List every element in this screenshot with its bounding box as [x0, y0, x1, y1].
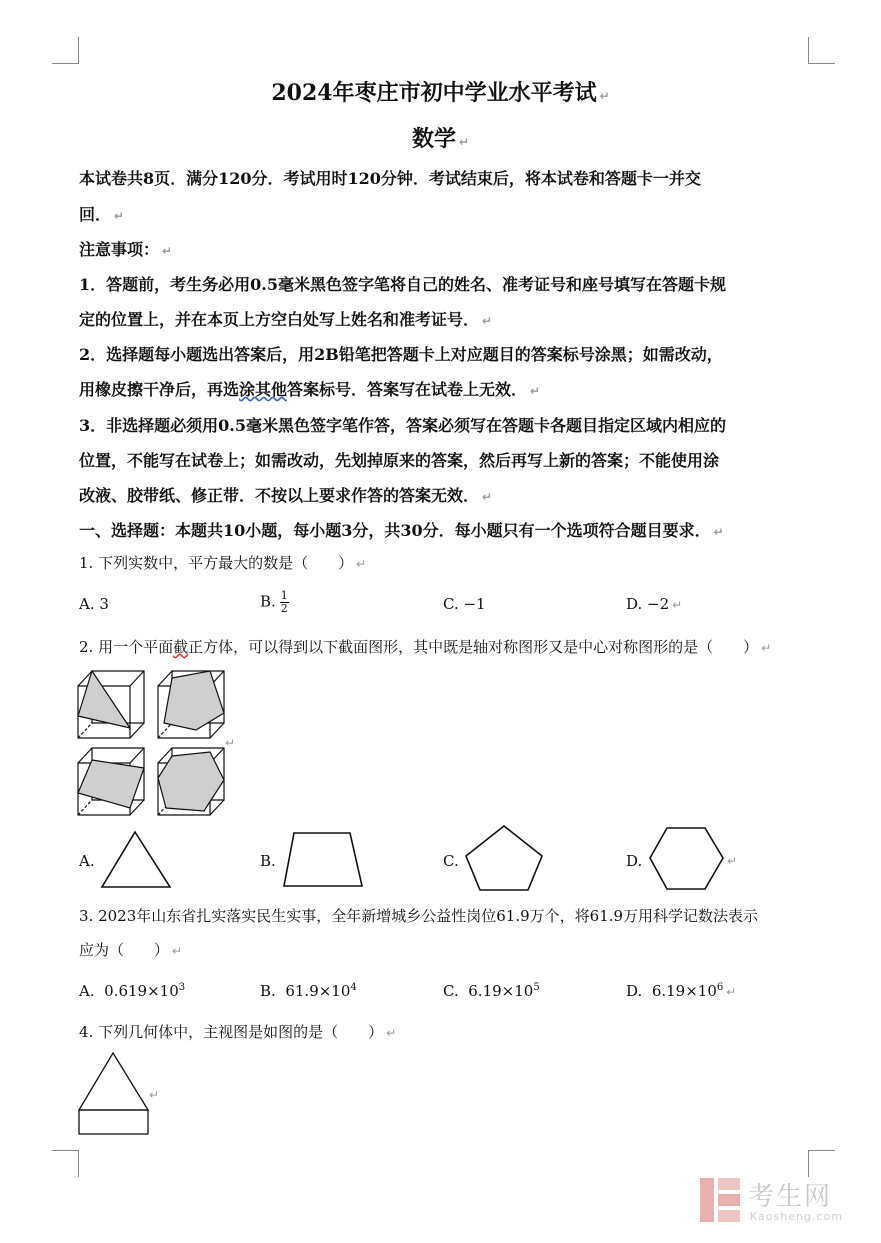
question-3-stem-2: 应为（ ） ↵	[79, 941, 183, 959]
paragraph-mark-icon: ↵	[530, 384, 541, 398]
cube-figure-4	[158, 748, 224, 815]
paragraph-mark-icon: ↵	[482, 490, 493, 504]
pentagon-shape	[464, 824, 546, 894]
q2-option-a: A.	[79, 852, 95, 870]
question-1-stem: 1. 下列实数中，平方最大的数是（ ） ↵	[79, 554, 367, 572]
paragraph-mark-icon: ↵	[386, 1026, 397, 1040]
crop-mark-top-left	[52, 37, 79, 64]
paragraph-mark-icon: ↵	[225, 736, 236, 750]
hexagon-shape	[648, 826, 726, 892]
paragraph-mark-icon: ↵	[726, 985, 737, 999]
q1-option-c: C. −1	[443, 595, 486, 613]
crop-mark-top-right	[808, 37, 835, 64]
question-4-stem: 4. 下列几何体中，主视图是如图的是（ ） ↵	[79, 1023, 397, 1041]
cube-figure-2	[158, 671, 224, 738]
paragraph-mark-icon: ↵	[356, 557, 367, 571]
notice-1-b: 定的位置上，并在本页上方空白处写上姓名和准考证号． ↵	[79, 310, 493, 329]
paragraph-mark-icon: ↵	[761, 641, 772, 655]
paragraph-mark-icon: ↵	[149, 1088, 160, 1102]
watermark-url: Kaosheng.com	[750, 1210, 843, 1223]
watermark-text: 考生网	[748, 1182, 833, 1212]
section-1-heading: 一、选择题：本题共10小题，每小题3分，共30分．每小题只有一个选项符合题目要求． ↵	[79, 521, 724, 540]
intro-line-1: 本试卷共8页．满分120分．考试用时120分钟．考试结束后，将本试卷和答题卡一并交	[79, 169, 701, 188]
q3-option-d: D. $6.19\times 10^6$ ↵	[626, 982, 737, 1000]
cube-cross-section-figures	[76, 668, 246, 818]
crop-mark-bottom-left	[52, 1150, 79, 1177]
q2-option-b: B.	[260, 852, 276, 870]
paragraph-mark-icon: ↵	[162, 244, 173, 258]
notice-3-c: 改液、胶带纸、修正带．不按以上要求作答的答案无效． ↵	[79, 486, 493, 505]
notice-1-a: 1．答题前，考生务必用0.5毫米黑色签字笔将自己的姓名、准考证号和座号填写在答题卡规	[79, 275, 726, 294]
intro-line-2: 回． ↵	[79, 205, 125, 224]
front-view-figure	[76, 1050, 152, 1138]
kaosheng-logo-icon	[698, 1174, 744, 1226]
triangle-shape	[100, 830, 172, 890]
paragraph-mark-icon: ↵	[599, 89, 610, 103]
q3-option-c: C. $6.19\times 10^5$	[443, 982, 540, 1000]
paragraph-mark-icon: ↵	[672, 598, 683, 612]
paragraph-mark-icon: ↵	[482, 314, 493, 328]
paragraph-mark-icon: ↵	[114, 209, 125, 223]
fraction: $\frac{1}{2}$	[280, 589, 288, 615]
page-title: 2024年枣庄市初中学业水平考试 ↵	[271, 80, 610, 106]
q3-option-a: A. $0.619\times 10^3$	[79, 982, 186, 1000]
notice-3-b: 位置，不能写在试卷上；如需改动，先划掉原来的答案，然后再写上新的答案；不能使用涂	[79, 451, 720, 470]
cube-figure-3	[78, 748, 144, 815]
crop-mark-bottom-right	[808, 1150, 835, 1177]
q1-option-a: A. 3	[79, 595, 109, 613]
notice-title: 注意事项： ↵	[79, 240, 173, 259]
q1-option-b: B. $\frac{1}{2}$	[260, 589, 288, 615]
q2-option-c: C.	[443, 852, 459, 870]
paragraph-mark-icon: ↵	[458, 135, 470, 149]
q3-option-b: B. $61.9\times 10^4$	[260, 982, 357, 1000]
question-2-stem: 2. 用一个平面截正方体，可以得到以下截面图形，其中既是轴对称图形又是中心对称图形的是（ ） ↵	[79, 638, 772, 656]
subject-title: 数学 ↵	[411, 126, 470, 152]
cube-figure-1	[78, 671, 144, 738]
trapezoid-shape	[282, 830, 366, 890]
paragraph-mark-icon: ↵	[727, 854, 738, 868]
notice-2-a: 2．选择题每小题选出答案后，用2B铅笔把答题卡上对应题目的答案标号涂黑；如需改动，	[79, 345, 723, 364]
question-3-stem-1: 3. 2023年山东省扎实落实民生实事，全年新增城乡公益性岗位61.9万个，将61.9万用科学记数法表示	[79, 907, 759, 925]
paragraph-mark-icon: ↵	[713, 525, 724, 539]
paragraph-mark-icon: ↵	[172, 944, 183, 958]
q2-option-d: D.	[626, 852, 643, 870]
q1-option-d: D. −2 ↵	[626, 595, 683, 613]
notice-3-a: 3．非选择题必须用0.5毫米黑色签字笔作答，答案必须写在答题卡各题目指定区域内相应的	[79, 416, 726, 435]
notice-2-b: 用橡皮擦干净后，再选涂其他答案标号．答案写在试卷上无效． ↵	[79, 380, 541, 399]
